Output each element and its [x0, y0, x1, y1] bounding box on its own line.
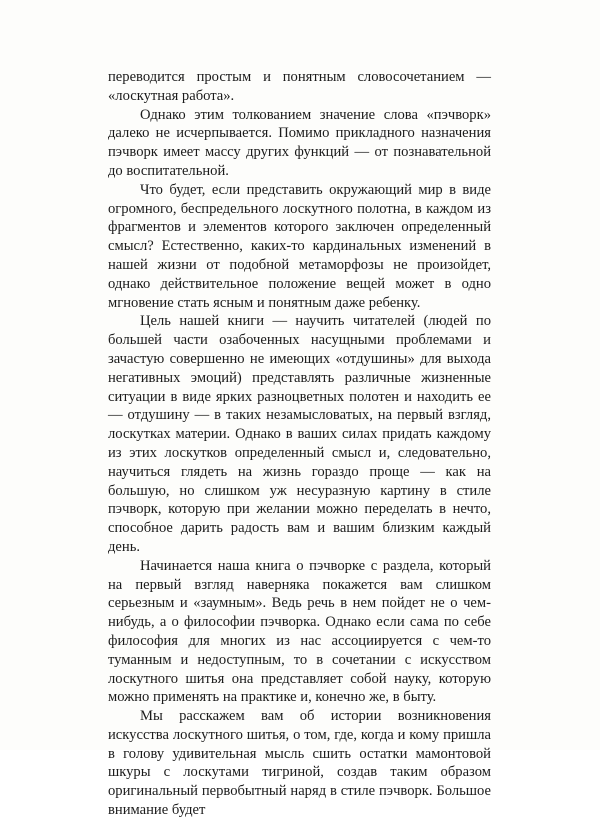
paragraph-world-as-quilt: Что будет, если представить окружающий мир в виде огромного, беспредельного лоскутного полотна, в каждом из фрагментов и элементов которого заключен определенный смысл? Естественно, каких-то кардинальных изменений в нашей жизни от подобной метаморфозы не произойдет, однако действительное положение вещей может в одно мгновение стать ясным и понятным даже ребенку.: [108, 181, 491, 311]
paragraph-interpretation: Однако этим толкованием значение слова «пэчворк» далеко не исчерпывается. Помимо прикладного назначения пэчворк имеет массу других функций — от познавательной до воспитательной.: [108, 106, 491, 179]
body-text: [108, 68, 491, 820]
paragraph-book-goal: Цель нашей книги — научить читателей (людей по большей части озабоченных насущными проблемами и зачастую совершенно не имеющих «отдушины» для выхода негативных эмоций) представлять различные жизненные ситуации в виде ярких разноцветных полотен и находить ее — отдушину — в таких незамысловатых, на первый взгляд, лоскутках материи. Однако в ваших силах придать каждому из этих лоскутков определенный смысл и, следовательно, научиться глядеть на жизнь гораздо проще — как на большую, но слишком уж несуразную картину в стиле пэчворк, которую при желании можно переделать в нечто, способное дарить радость вам и вашим близким каждый день.: [108, 313, 491, 555]
paragraph-history: Мы расскажем вам об истории возникновения искусства лоскутного шитья, о том, где, когда и кому пришла в голову удивительная мысль сшить остатки мамонтовой шкуры с лоскутами тигриной, создав таким образом оригинальный первобытный наряд в стиле пэчворк. Большое внимание будет: [108, 708, 491, 819]
paragraph-philosophy-section: Начинается наша книга о пэчворке с раздела, который на первый взгляд наверняка покажется вам слишком серьезным и «заумным». Ведь речь в нем пойдет не о чем-нибудь, а о философии пэчворка. Однако если сама по себе философия для многих из нас ассоциируется с чем-то туманным и недоступным, то в сочетании с искусством лоскутного шитья она представляет собой науку, которую можно применять на практике и, конечно же, в быту.: [108, 557, 491, 706]
paragraph-continuation: переводится простым и понятным словосочетанием — «лоскутная работа».: [108, 69, 491, 104]
